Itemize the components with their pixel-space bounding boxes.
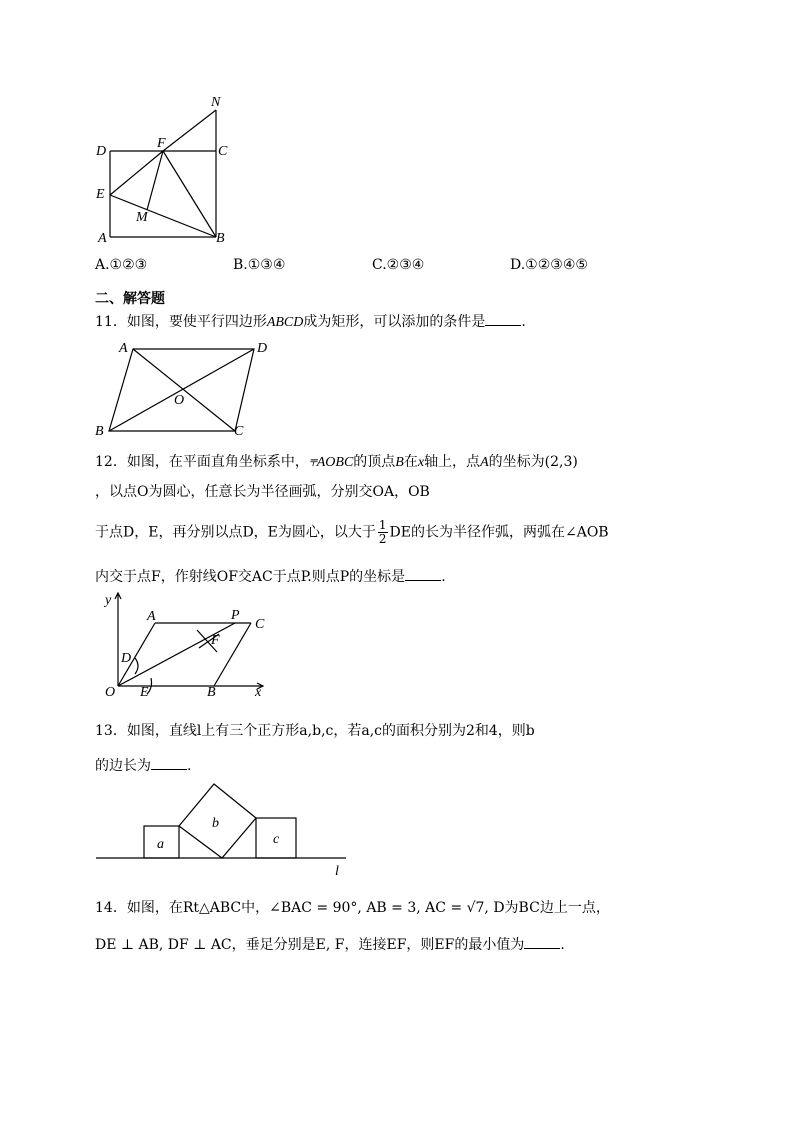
q12-answer-blank[interactable] bbox=[405, 566, 441, 581]
q10-label-C: C bbox=[218, 144, 228, 159]
q12-line2: ，以点O为圆心，任意长为半径画弧，分别交OA，OB bbox=[95, 484, 430, 500]
q11-label-B: B bbox=[95, 424, 104, 439]
q12-parallelogram: ⫧AOBC bbox=[308, 455, 354, 470]
q11-end: . bbox=[521, 314, 526, 330]
q13-label-a: a bbox=[157, 837, 164, 852]
q12-line4-text: 内交于点F，作射线OF交AC于点P.则点P的坐标是 bbox=[95, 569, 406, 585]
q14-end: . bbox=[560, 937, 565, 953]
q14-line1 bbox=[95, 899, 610, 917]
q13-number: 13． bbox=[95, 723, 127, 739]
q12-line1-g: 轴上，点 bbox=[424, 454, 481, 470]
q11-answer-blank[interactable] bbox=[485, 311, 521, 326]
q12-end: . bbox=[441, 569, 446, 585]
q12-label-A: A bbox=[147, 609, 156, 624]
q12-frac-num: 1 bbox=[378, 518, 387, 532]
q11-label-D: D bbox=[257, 341, 268, 356]
q13-label-l: l bbox=[335, 864, 339, 879]
q12-line1-i: 的坐标为 bbox=[488, 454, 545, 470]
q13-answer-blank[interactable] bbox=[151, 755, 187, 770]
q13-label-b: b bbox=[212, 816, 219, 831]
q11-figure bbox=[90, 338, 280, 440]
q11-number: 11． bbox=[95, 314, 127, 330]
q14-line2-text: DE ⊥ AB, DF ⊥ AC，垂足分别是E, F，连接EF，则EF的最小值为 bbox=[95, 937, 525, 953]
q10-label-F: F bbox=[157, 136, 166, 151]
q12-fraction bbox=[378, 519, 388, 546]
q13-line1 bbox=[95, 722, 535, 740]
q11-label-O: O bbox=[174, 393, 185, 408]
q12-label-F: F bbox=[211, 633, 220, 648]
q13-label-c: c bbox=[273, 832, 280, 847]
q12-label-P: P bbox=[231, 608, 240, 623]
q10-label-D: D bbox=[96, 144, 107, 159]
q14-line2 bbox=[95, 934, 565, 954]
q12-line1-a: 如图，在平面直角坐标系中， bbox=[126, 454, 309, 470]
q12-line3-b: DE的长为半径作弧，两弧在∠AOB bbox=[389, 524, 609, 541]
q14-number: 14． bbox=[95, 900, 127, 916]
q12-frac-den: 2 bbox=[378, 532, 387, 546]
q12-label-O: O bbox=[105, 685, 116, 700]
q10-option-b: B.①③④ bbox=[233, 257, 286, 273]
q12-label-E: E bbox=[140, 685, 149, 700]
q12-label-C: C bbox=[255, 617, 265, 632]
q13-line1-text: 如图，直线l上有三个正方形a,b,c，若a,c的面积分别为2和4，则b bbox=[126, 723, 535, 739]
q12-coord-a: (2,3) bbox=[544, 454, 578, 470]
q13-line2-text: 的边长为 bbox=[95, 758, 151, 774]
q12-label-y: y bbox=[105, 593, 112, 608]
q12-line1-c: 的顶点 bbox=[353, 454, 396, 470]
q13-figure bbox=[90, 778, 360, 880]
q12-line1 bbox=[95, 453, 578, 472]
q11-label-C: C bbox=[234, 424, 244, 439]
q12-figure bbox=[95, 590, 275, 702]
q12-axis-x: x bbox=[417, 455, 425, 470]
q10-label-B: B bbox=[216, 231, 225, 246]
q10-option-d: D.①②③④⑤ bbox=[510, 257, 588, 273]
q12-label-x: x bbox=[255, 685, 262, 700]
q12-point-b: B bbox=[395, 455, 404, 470]
q10-option-a: A.①②③ bbox=[95, 257, 148, 273]
q14-answer-blank[interactable] bbox=[524, 934, 560, 949]
q10-label-M: M bbox=[136, 210, 148, 225]
q10-label-E: E bbox=[96, 187, 105, 202]
q11-shape: ABCD bbox=[266, 315, 304, 330]
q12-point-a: A bbox=[480, 455, 489, 470]
q11-text bbox=[95, 311, 526, 332]
q11-label-A: A bbox=[119, 341, 128, 356]
section-title: 二、解答题 bbox=[95, 291, 165, 307]
q12-line4 bbox=[95, 566, 446, 586]
q11-text-a: 如图，要使平行四边形 bbox=[126, 314, 267, 330]
q14-line1-text: 如图，在Rt△ABC中，∠BAC = 90°, AB = 3, AC = √7, D为BC边上一点， bbox=[126, 900, 610, 916]
q11-text-b: 成为矩形，可以添加的条件是 bbox=[303, 314, 486, 330]
q12-line1-e: 在 bbox=[403, 454, 418, 470]
q13-line2 bbox=[95, 755, 191, 775]
q10-label-N: N bbox=[211, 95, 221, 110]
q10-option-c: C.②③④ bbox=[372, 257, 425, 273]
q12-number: 12． bbox=[95, 454, 127, 470]
q12-label-B: B bbox=[207, 685, 216, 700]
q10-figure bbox=[90, 90, 240, 250]
q12-line3-a: 于点D，E，再分别以点D，E为圆心，以大于 bbox=[95, 524, 376, 541]
q12-line3 bbox=[95, 519, 609, 546]
q10-label-A: A bbox=[98, 231, 107, 246]
q13-end: . bbox=[187, 758, 192, 774]
q12-label-D: D bbox=[121, 651, 132, 666]
